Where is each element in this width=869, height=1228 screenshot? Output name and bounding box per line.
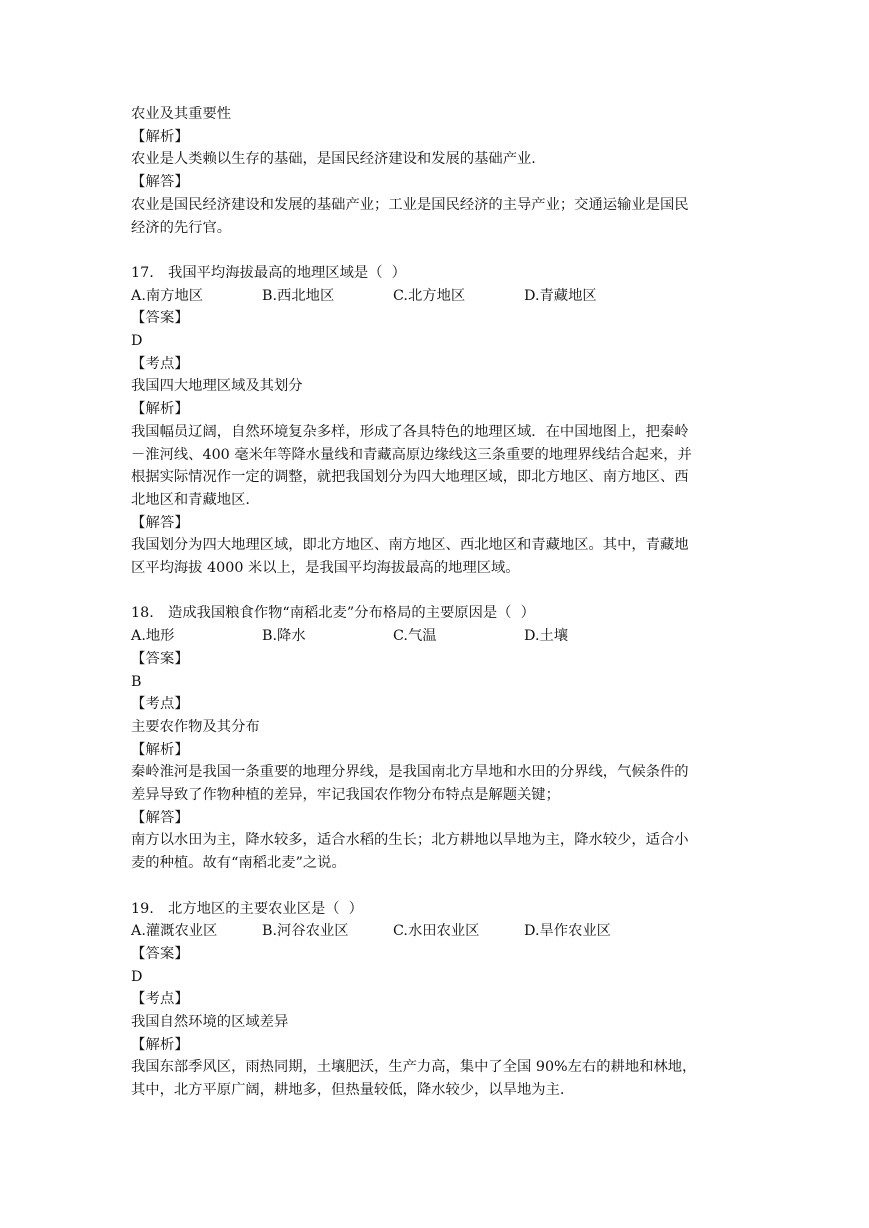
- intro-topic: 农业及其重要性: [131, 106, 232, 122]
- question-19: [131, 898, 731, 1102]
- question-17-analysis-line-2: －淮河线、400 毫米年等降水量线和青藏高原边缘线这三条重要的地理界线结合起来，并: [131, 446, 692, 463]
- question-17-analysis-line-4: 北地区和青藏地区.: [131, 491, 250, 508]
- question-18-option-d: D.土壤: [524, 628, 569, 645]
- intro-analysis-label: 【解析】: [131, 128, 189, 145]
- question-18-solution-label: 【解答】: [131, 809, 189, 826]
- question-18-analysis-label: 【解析】: [131, 741, 189, 758]
- question-17-answer: D: [131, 333, 143, 350]
- question-19-answer-label: 【答案】: [131, 945, 189, 962]
- intro-solution-line-1: 农业是国民经济建设和发展的基础产业；工业是国民经济的主导产业；交通运输业是国民: [131, 196, 689, 213]
- spacer: [131, 239, 731, 262]
- question-17-option-d: D.青藏地区: [524, 287, 597, 304]
- intro-analysis: 农业是人类赖以生存的基础，是国民经济建设和发展的基础产业.: [131, 151, 536, 168]
- question-17-option-a: A.南方地区: [131, 287, 204, 304]
- question-17-point-label: 【考点】: [131, 355, 189, 372]
- question-17-analysis-label: 【解析】: [131, 401, 189, 418]
- question-18-solution-line-2: 麦的种植。故有“南稻北麦”之说。: [131, 855, 346, 872]
- question-17-solution-line-1: 我国划分为四大地理区域，即北方地区、南方地区、西北地区和青藏地区。其中，青藏地: [131, 537, 689, 554]
- question-19-analysis-line-2: 其中，北方平原广阔，耕地多，但热量较低，降水较少，以旱地为主.: [131, 1082, 565, 1099]
- question-17-solution-label: 【解答】: [131, 514, 189, 531]
- question-19-point: 我国自然环境的区域差异: [131, 1014, 289, 1031]
- question-19-option-c: C.水田农业区: [393, 923, 480, 940]
- question-19-point-label: 【考点】: [131, 991, 189, 1008]
- intro-block: [131, 103, 731, 239]
- question-19-options: [131, 920, 731, 943]
- intro-solution-line-2: 经济的先行官。: [131, 219, 232, 236]
- question-17-answer-label: 【答案】: [131, 310, 189, 327]
- document-page: [131, 103, 731, 1102]
- question-17: [131, 262, 731, 580]
- question-18-analysis-line-2: 差异导致了作物种植的差异，牢记我国农作物分布特点是解题关键；: [131, 787, 560, 804]
- question-18-option-c: C.气温: [393, 628, 437, 645]
- question-19-option-b: B.河谷农业区: [262, 923, 349, 940]
- question-17-point: 我国四大地理区域及其划分: [131, 378, 303, 395]
- question-17-analysis-line-3: 根据实际情况作一定的调整，就把我国划分为四大地理区域，即北方地区、南方地区、西: [131, 469, 689, 486]
- intro-solution-label: 【解答】: [131, 174, 189, 191]
- question-18-options: [131, 625, 731, 648]
- question-19-option-a: A.灌溉农业区: [131, 923, 218, 940]
- question-18: [131, 602, 731, 874]
- question-18-point: 主要农作物及其分布: [131, 718, 260, 735]
- question-19-analysis-label: 【解析】: [131, 1036, 189, 1053]
- question-17-option-c: C.北方地区: [393, 287, 466, 304]
- question-17-solution-line-2: 区平均海拔 4000 米以上，是我国平均海拔最高的地理区域。: [131, 560, 520, 577]
- question-18-answer-label: 【答案】: [131, 650, 189, 667]
- question-19-analysis-line-1: 我国东部季风区，雨热同期，土壤肥沃，生产力高，集中了全国 90%左右的耕地和林地，: [131, 1059, 697, 1076]
- question-18-stem: 18. 造成我国粮食作物“南稻北麦”分布格局的主要原因是（ ）: [131, 605, 535, 622]
- question-17-option-b: B.西北地区: [262, 287, 335, 304]
- question-19-answer: D: [131, 968, 143, 985]
- question-17-stem: 17. 我国平均海拔最高的地理区域是（ ）: [131, 264, 406, 281]
- spacer: [131, 875, 731, 898]
- question-17-options: [131, 285, 731, 308]
- question-19-option-d: D.旱作农业区: [524, 923, 611, 940]
- question-18-solution-line-1: 南方以水田为主，降水较多，适合水稻的生长；北方耕地以旱地为主，降水较少，适合小: [131, 832, 689, 849]
- spacer: [131, 580, 731, 603]
- question-18-analysis-line-1: 秦岭淮河是我国一条重要的地理分界线，是我国南北方旱地和水田的分界线，气候条件的: [131, 764, 689, 781]
- question-18-point-label: 【考点】: [131, 696, 189, 713]
- question-18-answer: B: [131, 673, 142, 690]
- question-18-option-b: B.降水: [262, 628, 306, 645]
- question-19-stem: 19. 北方地区的主要农业区是（ ）: [131, 900, 363, 917]
- question-18-option-a: A.地形: [131, 628, 175, 645]
- question-17-analysis-line-1: 我国幅员辽阔，自然环境复杂多样，形成了各具特色的地理区域．在中国地图上，把秦岭: [131, 423, 689, 440]
